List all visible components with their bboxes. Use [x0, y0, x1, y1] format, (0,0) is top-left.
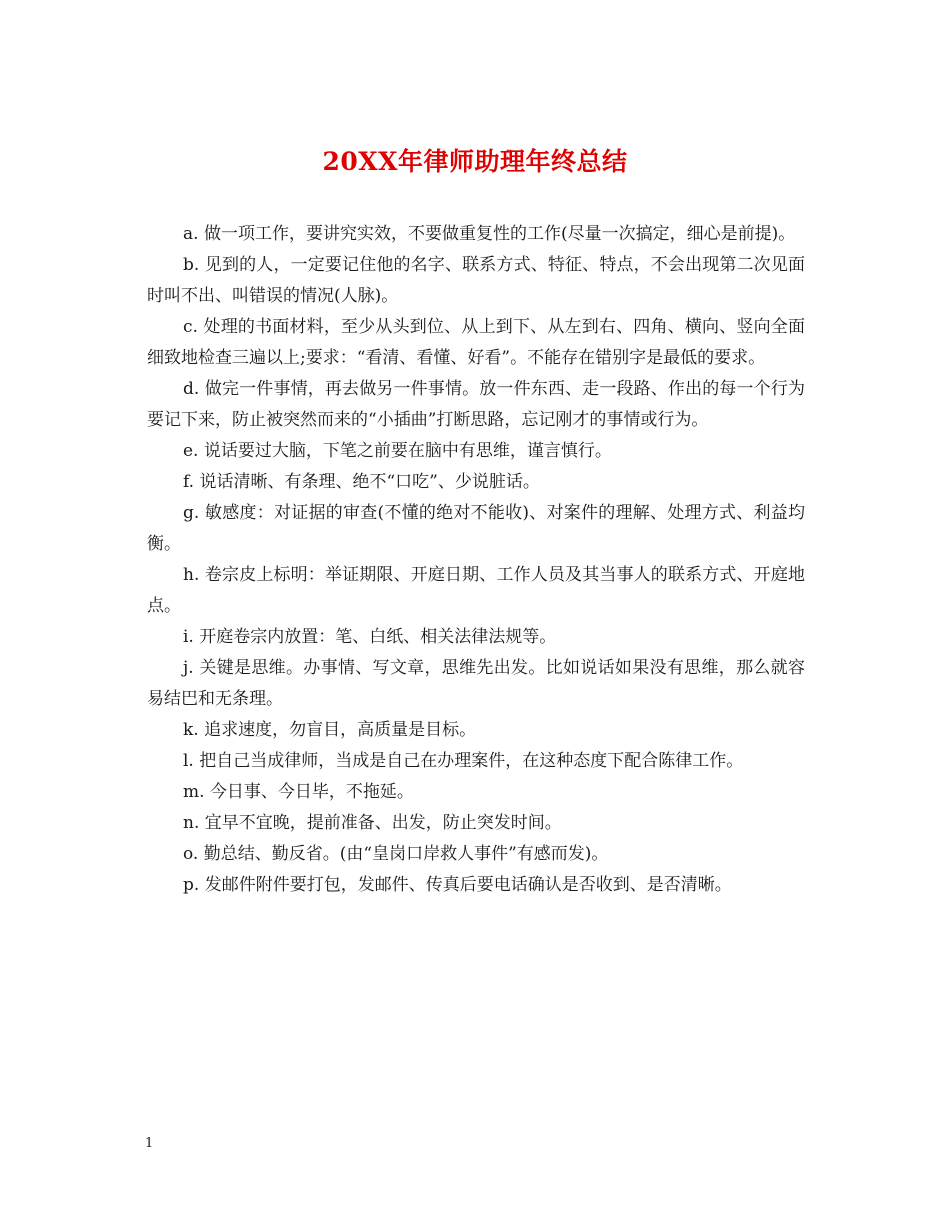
paragraph-b: b. 见到的人，一定要记住他的名字、联系方式、特征、特点，不会出现第二次见面时叫不出、叫错误的情况(人脉)。 — [147, 255, 805, 306]
paragraph-n: n. 宜早不宜晚，提前准备、出发，防止突发时间。 — [183, 813, 562, 833]
paragraph-k: k. 追求速度，勿盲目，高质量是目标。 — [183, 720, 477, 740]
document-body — [147, 219, 805, 901]
paragraph-m: m. 今日事、今日毕，不拖延。 — [183, 782, 414, 802]
paragraph-o: o. 勤总结、勤反省。(由“皇岗口岸救人事件”有感而发)。 — [183, 844, 609, 864]
paragraph-l: l. 把自己当成律师，当成是自己在办理案件，在这种态度下配合陈律工作。 — [183, 751, 744, 771]
paragraph-e: e. 说话要过大脑，下笔之前要在脑中有思维，谨言慎行。 — [183, 441, 612, 461]
paragraph-d: d. 做完一件事情，再去做另一件事情。放一件东西、走一段路、作出的每一个行为要记下来，防止被突然而来的“小插曲”打断思路，忘记刚才的事情或行为。 — [147, 379, 805, 430]
paragraph-a: a. 做一项工作，要讲究实效，不要做重复性的工作(尽量一次搞定，细心是前提)。 — [183, 224, 796, 244]
paragraph-f: f. 说话清晰、有条理、绝不“口吃”、少说脏话。 — [183, 472, 540, 492]
paragraph-h: h. 卷宗皮上标明：举证期限、开庭日期、工作人员及其当事人的联系方式、开庭地点。 — [147, 565, 805, 616]
paragraph-p: p. 发邮件附件要打包，发邮件、传真后要电话确认是否收到、是否清晰。 — [183, 875, 732, 895]
document-title: 20XX年律师助理年终总结 — [322, 147, 628, 176]
paragraph-j: j. 关键是思维。办事情、写文章，思维先出发。比如说话如果没有思维，那么就容易结巴和无条理。 — [147, 658, 805, 709]
paragraph-g: g. 敏感度：对证据的审查(不懂的绝对不能收)、对案件的理解、处理方式、利益均衡。 — [147, 503, 805, 554]
paragraph-c: c. 处理的书面材料，至少从头到位、从上到下、从左到右、四角、横向、竖向全面细致地检查三遍以上;要求：“看清、看懂、好看”。不能存在错别字是最低的要求。 — [147, 317, 805, 368]
paragraph-i: i. 开庭卷宗内放置：笔、白纸、相关法律法规等。 — [183, 627, 557, 647]
page-number: 1 — [145, 1136, 154, 1151]
